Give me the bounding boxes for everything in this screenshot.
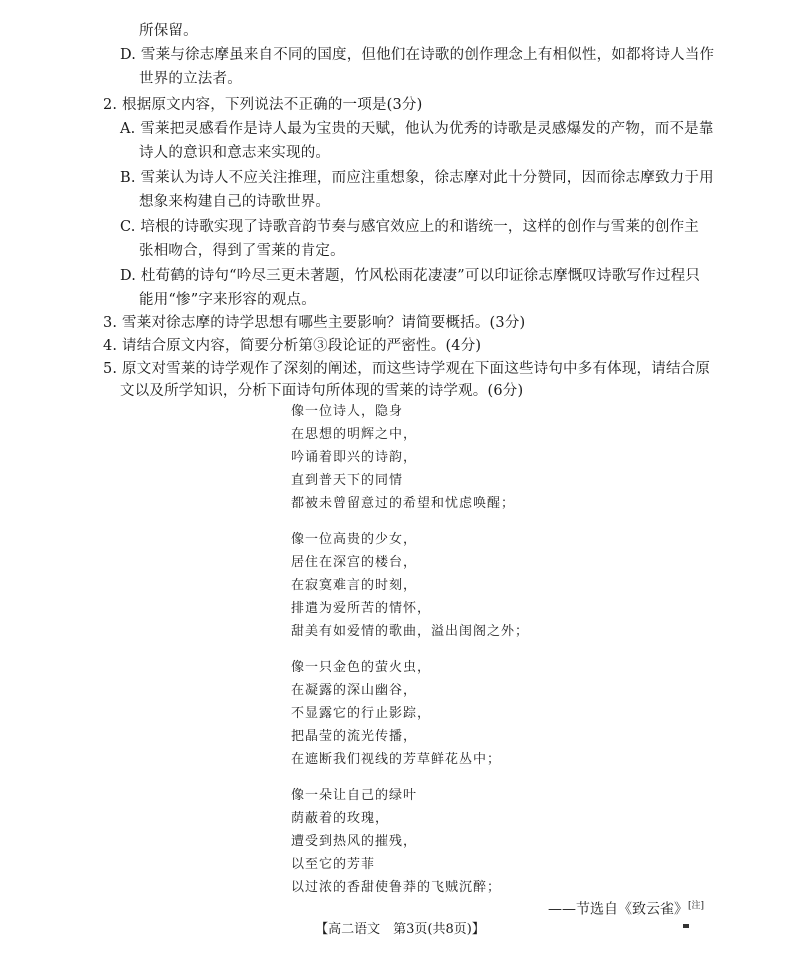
question-2-stem: 2. 根据原文内容，下列说法不正确的一项是(3分) (103, 97, 423, 113)
q2-option-d-line1: D. 杜荀鹤的诗句“吟尽三更未著题，竹风松雨花凄凄”可以印证徐志摩慨叹诗歌写作过程只 (120, 268, 701, 284)
poem-line: 不显露它的行止影踪， (291, 706, 432, 721)
q1-option-d-line2: 世界的立法者。 (139, 71, 242, 87)
poem-line: 直到普天下的同情 (291, 473, 404, 488)
poem-line: 像一位高贵的少女， (291, 532, 418, 547)
question-3: 3. 雪莱对徐志摩的诗学思想有哪些主要影响？请简要概括。(3分) (103, 315, 526, 331)
page-footer: 【高二语文 第3页(共8页)】 (315, 922, 485, 937)
poem-line: 像一朵让自己的绿叶 (291, 788, 418, 803)
poem-line: 荫蔽着的玫瑰， (291, 811, 390, 826)
q2-option-d-line2: 能用“惨”字来形容的观点。 (139, 292, 316, 308)
poem-line: 像一只金色的萤火虫， (291, 660, 432, 675)
poem-line: 在寂寞难言的时刻， (291, 578, 418, 593)
question-5-line1: 5. 原文对雪莱的诗学观作了深刻的阐述，而这些诗学观在下面这些诗句中多有体现，请结合原 (103, 361, 711, 377)
poem-line: 像一位诗人，隐身 (291, 404, 404, 419)
poem-line: 甜美有如爱情的歌曲，溢出闺阁之外； (291, 624, 530, 639)
poem-line: 在凝露的深山幽谷， (291, 683, 418, 698)
q1-option-d-line1: D. 雪莱与徐志摩虽来自不同的国度，但他们在诗歌的创作理念上有相似性，如都将诗人当作 (120, 47, 715, 63)
poem-line: 把晶莹的流光传播， (291, 729, 418, 744)
q2-option-a-line2: 诗人的意识和意志来实现的。 (139, 145, 331, 161)
poem-line: 排遣为爱所苦的情怀， (291, 601, 432, 616)
poem-line: 以过浓的香甜使鲁莽的飞贼沉醉； (291, 880, 502, 895)
poem-line: 在遮断我们视线的芳草鲜花丛中； (291, 752, 502, 767)
q2-option-b-line1: B. 雪莱认为诗人不应关注推理，而应注重想象，徐志摩对此十分赞同，因而徐志摩致力于用 (120, 170, 714, 186)
question-4: 4. 请结合原文内容，简要分析第③段论证的严密性。(4分) (103, 338, 482, 354)
continued-option-text: 所保留。 (139, 23, 198, 39)
q2-option-b-line2: 想象来构建自己的诗歌世界。 (139, 194, 331, 210)
poem-line: 在思想的明辉之中， (291, 427, 418, 442)
poem-line: 居住在深宫的楼台， (291, 555, 418, 570)
scan-mark (683, 924, 689, 928)
poem-line: 都被未曾留意过的希望和忧虑唤醒； (291, 496, 516, 511)
poem-line: 遭受到热风的摧残， (291, 834, 418, 849)
question-5-line2: 文以及所学知识，分析下面诗句所体现的雪莱的诗学观。(6分) (120, 383, 524, 399)
attribution-text: ——节选自《致云雀》 (548, 901, 688, 918)
poem-line: 以至它的芳菲 (291, 857, 376, 872)
footnote-mark: [注] (688, 901, 705, 911)
q2-option-c-line1: C. 培根的诗歌实现了诗歌音韵节奏与感官效应上的和谐统一，这样的创作与雪莱的创作主 (120, 219, 699, 235)
q2-option-c-line2: 张相吻合，得到了雪莱的肯定。 (139, 243, 345, 259)
q2-option-a-line1: A. 雪莱把灵感看作是诗人最为宝贵的天赋，他认为优秀的诗歌是灵感爆发的产物，而不是靠 (120, 121, 714, 137)
poem-attribution (548, 896, 704, 920)
poem-line: 吟诵着即兴的诗韵， (291, 450, 418, 465)
